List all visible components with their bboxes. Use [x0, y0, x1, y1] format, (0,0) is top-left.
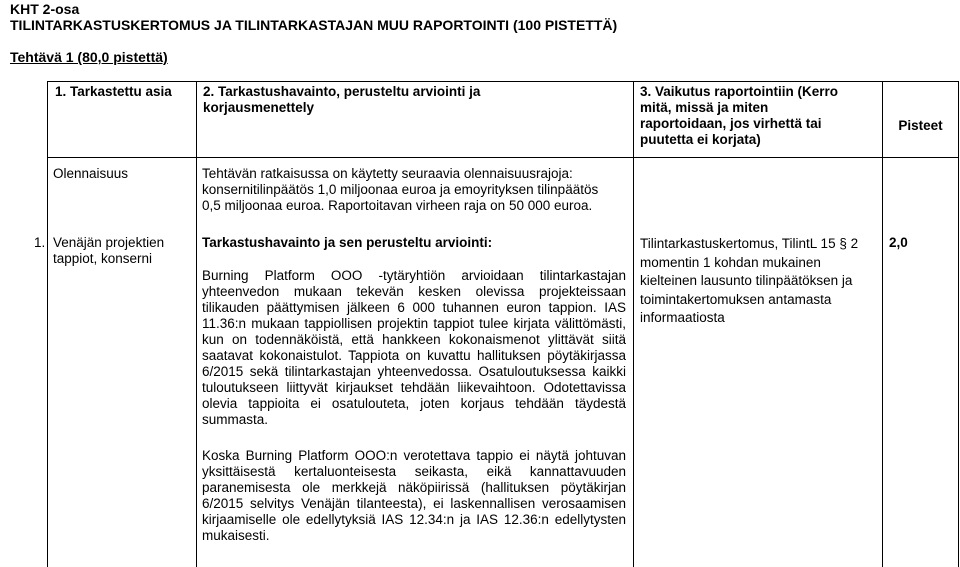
- table-right-border: [958, 81, 959, 567]
- header-pisteet: Pisteet: [898, 118, 943, 133]
- points-value: 2,0: [889, 235, 908, 250]
- reporting-impact: Tilintarkastuskertomus, TilintL 15 § 2 momentin 1 kohdan mukainen kielteinen lausunto tilinpäätöksen ja toimintakertomuksen antamasta informaatiosta: [640, 236, 859, 325]
- table-left-border: [47, 81, 48, 567]
- document-title: KHT 2-osa: [10, 1, 80, 17]
- header-bottom-border: [47, 157, 959, 158]
- header-tarkastettu-asia: 1. Tarkastettu asia: [55, 84, 172, 99]
- header-vaikutus-raportointiin: 3. Vaikutus raportointiin (Kerro mitä, missä ja miten raportoidaan, jos virhettä tai puutetta ei korjata): [640, 84, 839, 147]
- col-divider-2: [633, 81, 634, 567]
- finding-heading: Tarkastushavainto ja sen perusteltu arviointi:: [202, 235, 493, 250]
- task-title: Tehtävä 1 (80,0 pistettä): [10, 49, 168, 65]
- table-top-border: [47, 81, 959, 82]
- col-divider-1: [196, 81, 197, 567]
- col-divider-3: [882, 81, 883, 567]
- finding-paragraph-2: Koska Burning Platform OOO:n verotettava tappio ei näytä johtuvan yksittäisestä kertaluonteisesta seikasta, eikä kannattavuuden paranemisesta ole merkkejä näköpiirissä (hallituksen pöytäkirjan 6/2015 selvitys Venäjän tilanteesta), ei laskennallisen verosaamisen kirjaamiselle ole edellytyksiä IAS 12.34:n ja IAS 12.36:n edellytysten mukaisesti.: [202, 448, 626, 543]
- finding-paragraph-1: Burning Platform OOO -tytäryhtiön arvioidaan tilintarkastajan yhteenvedon mukaan tekevän kesken olevissa projekteissaan tilikauden päättymisen jälkeen 6 000 tuhannen euron tappion. IAS 11.36:n mukaan tappiollisen projektin tappiot tulee kirjata välittömästi, kun on todennäköistä, että hankkeen kokonaismenot ylittävät siitä saatavat kokonaistulot. Tappiota on kuvattu hallituksen pöytäkirjassa 6/2015 sekä tilintarkastajan yhteenvedossa. Osatuloutuksessa kaikki tuloutukseen liittyvät kirjaukset tehdään liikevaihtoon. Odotettavissa olevia tappioita ei osatulouteta, joten korjaus tehdään täydestä summasta.: [202, 268, 626, 427]
- item-number: 1.: [34, 235, 46, 250]
- materiality-text: Tehtävän ratkaisussa on käytetty seuraavia olennaisuusrajoja: konsernitilinpäätös 1,0 miljoonaa euroa ja emoyrityksen tilinpäätös 0,5 miljoonaa euroa. Raportoitavan virheen raja on 50 000 euroa.: [202, 166, 599, 213]
- document-subtitle: TILINTARKASTUSKERTOMUS JA TILINTARKASTAJAN MUU RAPORTOINTI (100 PISTETTÄ): [10, 17, 618, 33]
- header-tarkastushavainto: 2. Tarkastushavainto, perusteltu arviointi ja korjausmenettely: [203, 84, 481, 115]
- item-label: Venäjän projektien tappiot, konserni: [53, 235, 165, 266]
- materiality-label: Olennaisuus: [53, 166, 129, 181]
